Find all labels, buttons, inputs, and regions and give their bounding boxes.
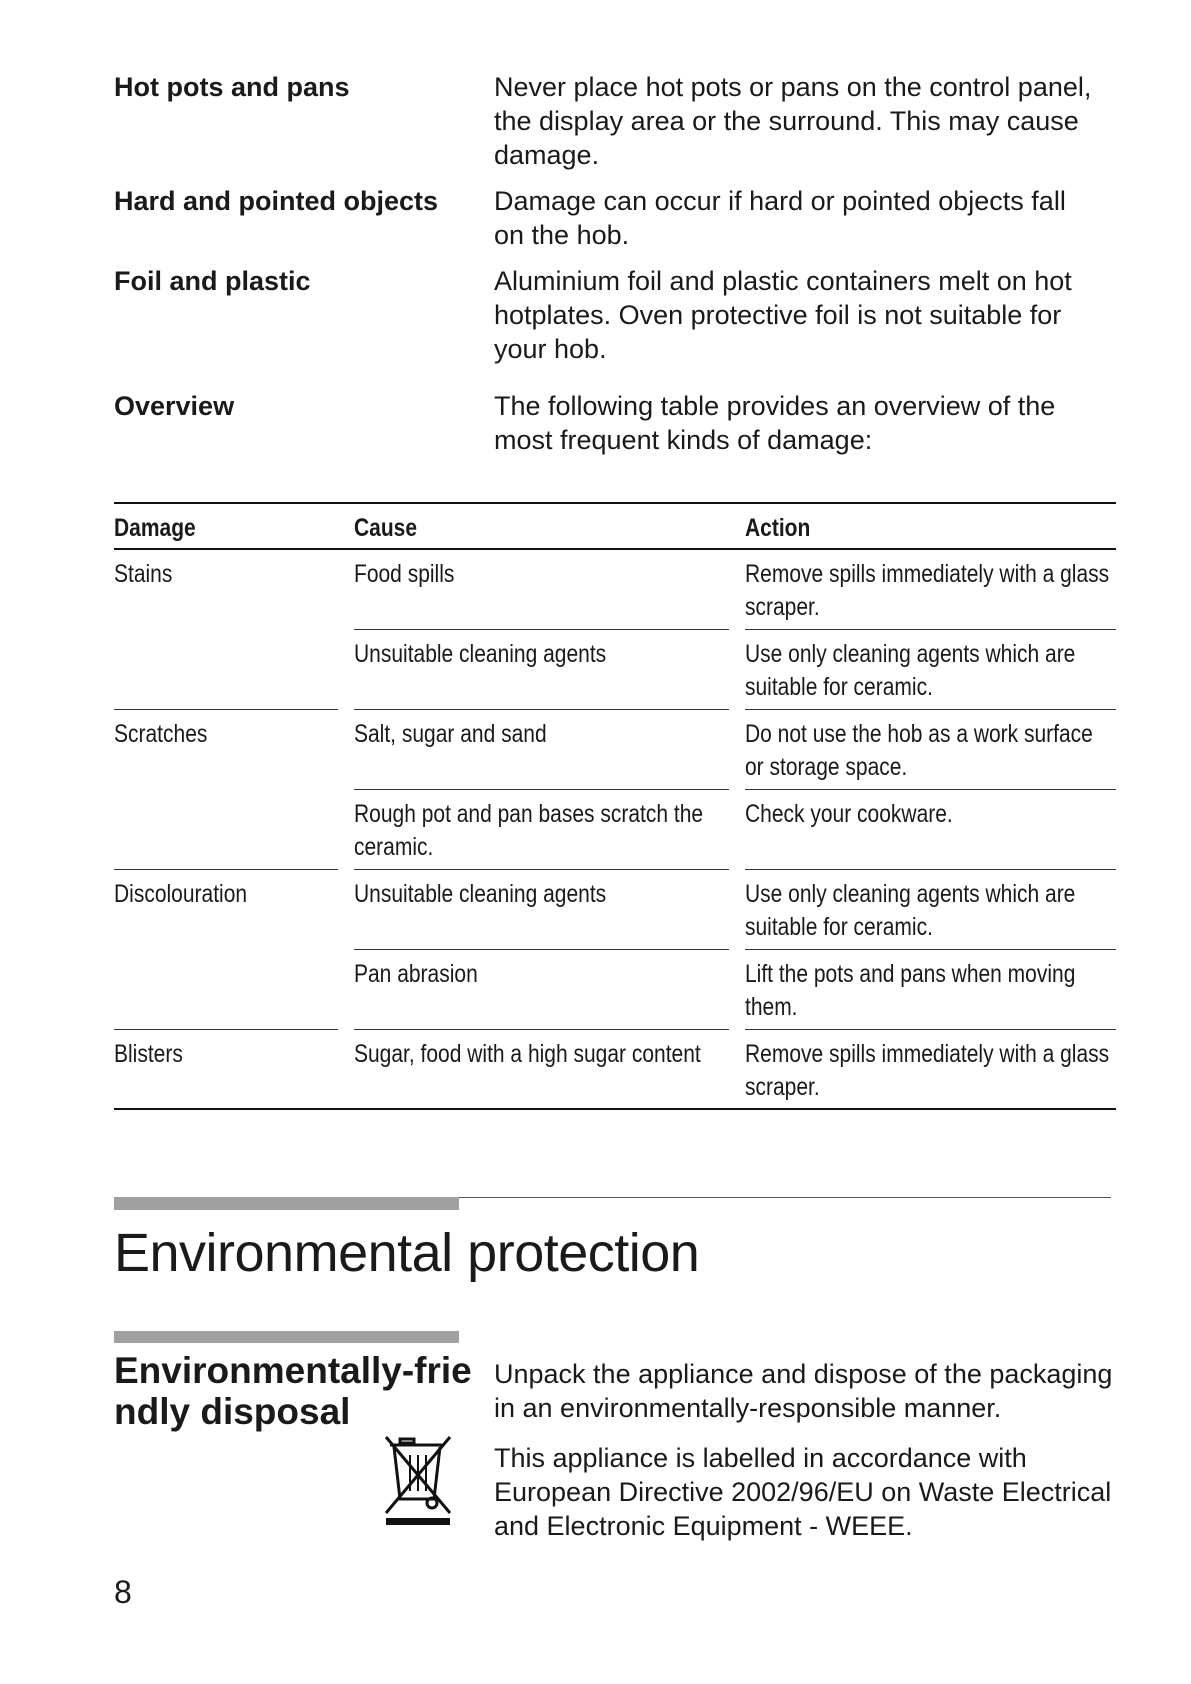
section-rule xyxy=(459,1197,1111,1198)
damage-cell: Scratches xyxy=(114,720,208,748)
table-row xyxy=(114,790,1116,870)
definition-description: Never place hot pots or pans on the control panel, the display area or the surround. This may cause damage. xyxy=(494,72,1092,170)
table-row xyxy=(114,950,1116,1030)
action-cell: Do not use the hob as a work surface or storage space. xyxy=(745,710,1116,790)
action-cell: Remove spills immediately with a glass scraper. xyxy=(745,1030,1116,1110)
table-row xyxy=(114,550,1116,630)
header-cause: Cause xyxy=(354,502,729,550)
table-row xyxy=(114,630,1116,710)
definition-description: The following table provides an overview of the most frequent kinds of damage: xyxy=(494,391,1056,455)
paragraph: Unpack the appliance and dispose of the packaging in an environmentally-responsible manner. xyxy=(494,1359,1113,1423)
damage-cell xyxy=(114,950,338,1030)
definition-description: Aluminium foil and plastic containers melt on hot hotplates. Oven protective foil is not suitable for your hob. xyxy=(494,266,1072,364)
subsection-title: Environmentally-friendly disposal xyxy=(114,1350,472,1432)
definition-row xyxy=(114,70,1114,172)
definition-row xyxy=(114,389,1114,457)
action-cell: Check your cookware. xyxy=(745,790,1116,870)
header-action: Action xyxy=(745,502,1116,550)
page-number: 8 xyxy=(114,1574,132,1610)
cause-cell: Unsuitable cleaning agents xyxy=(354,870,729,950)
subsection-text xyxy=(494,1357,1114,1559)
definition-term: Hot pots and pans xyxy=(114,72,350,102)
table-header-row xyxy=(114,502,1116,550)
action-cell: Use only cleaning agents which are suitable for ceramic. xyxy=(745,870,1116,950)
definition-term: Hard and pointed objects xyxy=(114,186,439,216)
damage-table xyxy=(114,502,1116,1110)
action-cell: Lift the pots and pans when moving them. xyxy=(745,950,1116,1030)
section-bar xyxy=(114,1197,459,1210)
table-row xyxy=(114,1030,1116,1110)
damage-cell: Stains xyxy=(114,560,173,588)
damage-cell: Discolouration xyxy=(114,880,248,908)
action-cell: Use only cleaning agents which are suitable for ceramic. xyxy=(745,630,1116,710)
damage-cell xyxy=(114,630,338,710)
cause-cell: Food spills xyxy=(354,550,729,630)
cause-cell: Unsuitable cleaning agents xyxy=(354,630,729,710)
cause-cell: Pan abrasion xyxy=(354,950,729,1030)
header-damage: Damage xyxy=(114,502,338,550)
cause-cell: Salt, sugar and sand xyxy=(354,710,729,790)
definition-term: Foil and plastic xyxy=(114,266,311,296)
subsection-bar xyxy=(114,1331,459,1343)
definition-term: Overview xyxy=(114,391,235,421)
table-row xyxy=(114,870,1116,950)
damage-cell xyxy=(114,790,338,870)
damage-cell: Blisters xyxy=(114,1030,338,1110)
paragraph: This appliance is labelled in accordance with European Directive 2002/96/EU on Waste Electrical and Electronic Equipment - WEEE. xyxy=(494,1443,1112,1541)
cause-cell: Rough pot and pan bases scratch the ceramic. xyxy=(354,790,729,870)
definition-row xyxy=(114,184,1114,252)
table-row xyxy=(114,710,1116,790)
weee-crossed-bin-icon xyxy=(382,1433,454,1525)
cause-cell: Sugar, food with a high sugar content xyxy=(354,1030,729,1110)
definition-list xyxy=(114,70,1114,457)
definition-description: Damage can occur if hard or pointed objects fall on the hob. xyxy=(494,186,1066,250)
section-title: Environmental protection xyxy=(114,1223,700,1283)
definition-row xyxy=(114,264,1114,366)
action-cell: Remove spills immediately with a glass scraper. xyxy=(745,550,1116,630)
